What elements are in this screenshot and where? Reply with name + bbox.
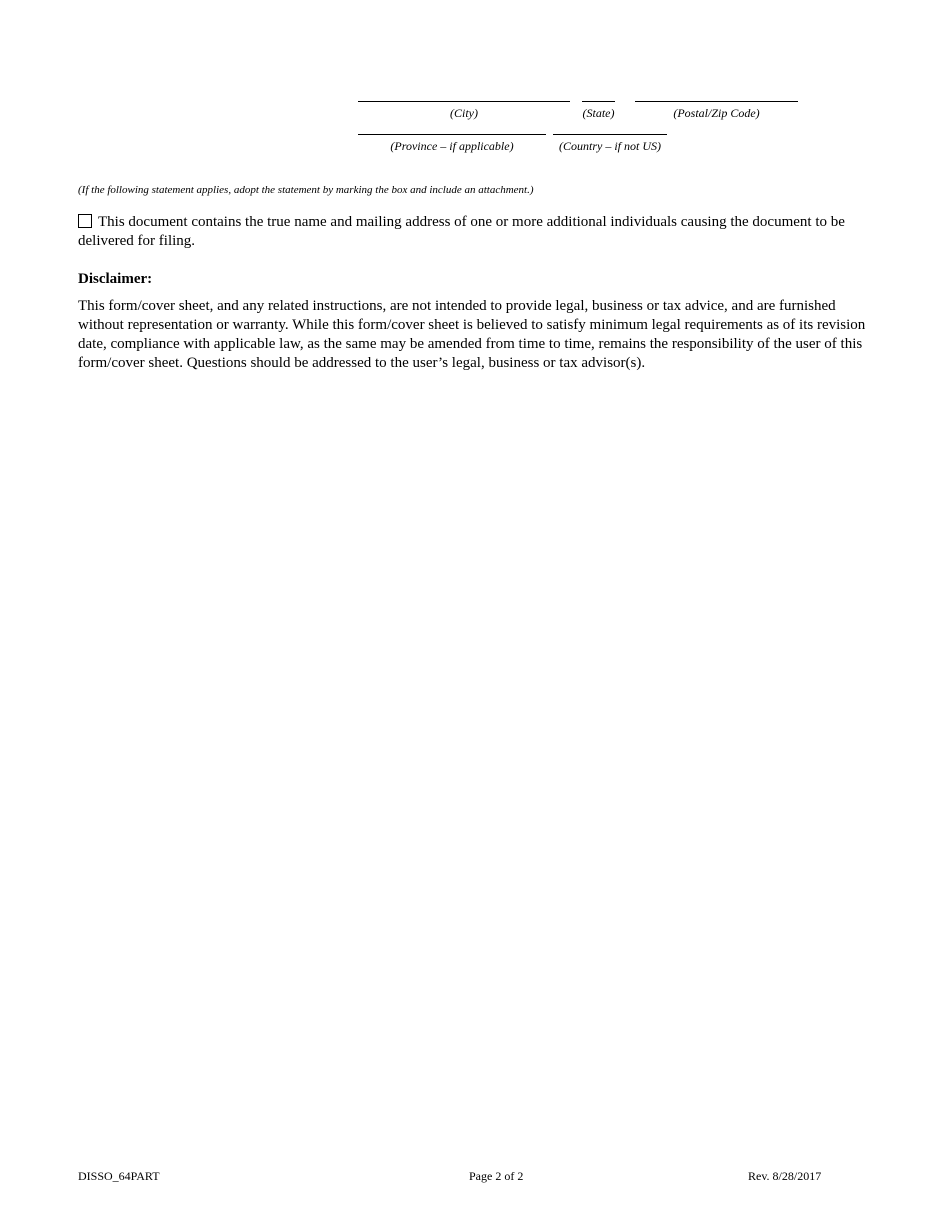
postal-label: (Postal/Zip Code) bbox=[673, 106, 760, 120]
additional-individuals-statement bbox=[78, 213, 858, 251]
state-label: (State) bbox=[582, 106, 615, 120]
instruction-note: (If the following statement applies, adopt the statement by marking the box and include an attachment.) bbox=[78, 184, 534, 196]
disclaimer-heading: Disclaimer: bbox=[78, 271, 153, 287]
city-label: (City) bbox=[450, 106, 478, 120]
footer-revision: Rev. 8/28/2017 bbox=[748, 1169, 822, 1183]
city-field[interactable] bbox=[358, 101, 570, 120]
statement-text: This document contains the true name and mailing address of one or more additional individuals causing the document to be delivered for filing. bbox=[78, 214, 845, 249]
postal-line bbox=[635, 101, 798, 102]
state-field[interactable] bbox=[582, 101, 615, 120]
country-line bbox=[553, 134, 667, 135]
state-line bbox=[582, 101, 615, 102]
footer-page-number: Page 2 of 2 bbox=[469, 1169, 524, 1183]
country-label: (Country – if not US) bbox=[559, 139, 661, 153]
country-field[interactable] bbox=[553, 134, 667, 153]
province-label: (Province – if applicable) bbox=[390, 139, 514, 153]
city-line bbox=[358, 101, 570, 102]
disclaimer-body: This form/cover sheet, and any related instructions, are not intended to provide legal, business or tax advice, and are furnished without representation or warranty. While this form/cover sheet is believed to satisfy minimum legal requirements as of its revision date, compliance with applicable law, as the same may be amended from time to time, remains the responsibility of the user of this form/cover sheet. Questions should be addressed to the user’s legal, business or tax advisor(s). bbox=[78, 298, 866, 371]
province-line bbox=[358, 134, 546, 135]
additional-individuals-checkbox[interactable] bbox=[78, 214, 92, 228]
province-field[interactable] bbox=[358, 134, 546, 153]
postal-field[interactable] bbox=[635, 101, 798, 120]
footer-form-id: DISSO_64PART bbox=[78, 1169, 160, 1183]
